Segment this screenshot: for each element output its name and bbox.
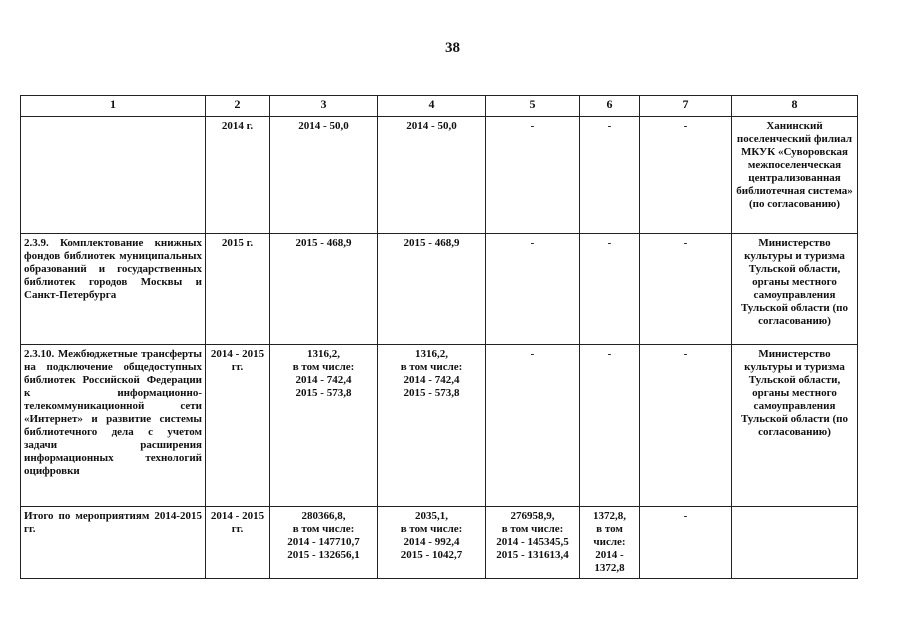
column-header: 5 xyxy=(486,96,580,117)
table-row xyxy=(21,507,858,579)
funding-line: в том числе: xyxy=(501,523,564,535)
funding-line: 2014 - 742,4 xyxy=(403,374,460,386)
executor-cell xyxy=(732,507,858,579)
funding-line: 1372,8 xyxy=(594,562,625,574)
measure-cell: Итого по мероприятиям 2014-2015 гг. xyxy=(21,507,206,579)
table-row xyxy=(21,345,858,507)
table-row xyxy=(21,234,858,345)
table-row xyxy=(21,117,858,234)
column-header: 3 xyxy=(270,96,378,117)
funding-line: 2015 - 468,9 xyxy=(295,237,352,249)
column-header: 7 xyxy=(640,96,732,117)
measures-table xyxy=(20,95,858,579)
total-funding-cell xyxy=(270,345,378,507)
regional-budget-cell xyxy=(378,117,486,234)
regional-budget-cell xyxy=(378,234,486,345)
column-header: 4 xyxy=(378,96,486,117)
funding-line: 1316,2, xyxy=(415,348,448,360)
total-funding-cell xyxy=(270,117,378,234)
measure-cell: 2.3.9. Комплектование книжных фондов библиотек муниципальных образований и государственных библиотек городов Москвы и Санкт-Петербурга xyxy=(21,234,206,345)
federal-budget-cell xyxy=(486,117,580,234)
measure-cell: 2.3.10. Межбюджетные трансферты на подключение общедоступных библиотек Российской Федерации к информационно-телекоммуникационной сети «Интернет» и развитие системы библиотечного дела с учетом задачи расширения информационных технологий оцифровки xyxy=(21,345,206,507)
funding-line: 2015 - 468,9 xyxy=(403,237,460,249)
funding-line: в том xyxy=(596,523,623,535)
regional-budget-cell xyxy=(378,345,486,507)
funding-line: 2015 - 1042,7 xyxy=(400,549,463,561)
funding-line: 2015 - 573,8 xyxy=(295,387,352,399)
funding-line: 2014 - 50,0 xyxy=(298,120,349,132)
funding-line: 280366,8, xyxy=(301,510,346,522)
executor-cell: Министерство культуры и туризма Тульской области, органы местного самоуправления Тульской области (по согласованию) xyxy=(732,234,858,345)
funding-line: в том числе: xyxy=(400,523,463,535)
funding-line: 2014 - 147710,7 xyxy=(287,536,360,548)
measure-cell xyxy=(21,117,206,234)
period-cell: 2015 г. xyxy=(206,234,270,345)
funding-line: 2035,1, xyxy=(415,510,448,522)
federal-budget-cell xyxy=(486,234,580,345)
funding-line: - xyxy=(530,120,535,132)
funding-line: 1316,2, xyxy=(307,348,340,360)
funding-line: числе: xyxy=(593,536,626,548)
funding-line: в том числе: xyxy=(400,361,463,373)
other-sources-cell: - xyxy=(640,345,732,507)
funding-line: - xyxy=(607,348,612,360)
period-cell: 2014 г. xyxy=(206,117,270,234)
executor-cell: Министерство культуры и туризма Тульской области, органы местного самоуправления Тульской области (по согласованию) xyxy=(732,345,858,507)
total-funding-cell xyxy=(270,234,378,345)
page-number: 38 xyxy=(445,40,460,56)
funding-line: 2014 - 742,4 xyxy=(295,374,352,386)
funding-line: 2014 - 145345,5 xyxy=(496,536,569,548)
funding-line: - xyxy=(530,348,535,360)
funding-line: 276958,9, xyxy=(510,510,555,522)
funding-line: 2015 - 132656,1 xyxy=(287,549,360,561)
column-header: 2 xyxy=(206,96,270,117)
funding-line: в том числе: xyxy=(292,361,355,373)
local-budget-cell xyxy=(580,234,640,345)
column-header: 1 xyxy=(21,96,206,117)
other-sources-cell: - xyxy=(640,234,732,345)
local-budget-cell xyxy=(580,345,640,507)
funding-line: 2014 - xyxy=(595,549,624,561)
funding-line: - xyxy=(607,120,612,132)
other-sources-cell: - xyxy=(640,117,732,234)
column-header: 8 xyxy=(732,96,858,117)
funding-line: - xyxy=(607,237,612,249)
federal-budget-cell xyxy=(486,345,580,507)
funding-line: - xyxy=(530,237,535,249)
header-row xyxy=(21,96,858,117)
local-budget-cell xyxy=(580,117,640,234)
total-funding-cell xyxy=(270,507,378,579)
funding-line: 2015 - 573,8 xyxy=(403,387,460,399)
funding-line: 1372,8, xyxy=(593,510,626,522)
funding-line: в том числе: xyxy=(292,523,355,535)
column-header: 6 xyxy=(580,96,640,117)
executor-cell: Ханинский поселенческий филиал МКУК «Суворовская межпоселенческая централизованная библиотечная система» (по согласованию) xyxy=(732,117,858,234)
funding-line: 2015 - 131613,4 xyxy=(496,549,569,561)
other-sources-cell: - xyxy=(640,507,732,579)
period-cell: 2014 - 2015 гг. xyxy=(206,345,270,507)
period-cell: 2014 - 2015 гг. xyxy=(206,507,270,579)
local-budget-cell xyxy=(580,507,640,579)
funding-line: 2014 - 50,0 xyxy=(406,120,457,132)
regional-budget-cell xyxy=(378,507,486,579)
federal-budget-cell xyxy=(486,507,580,579)
funding-line: 2014 - 992,4 xyxy=(403,536,460,548)
